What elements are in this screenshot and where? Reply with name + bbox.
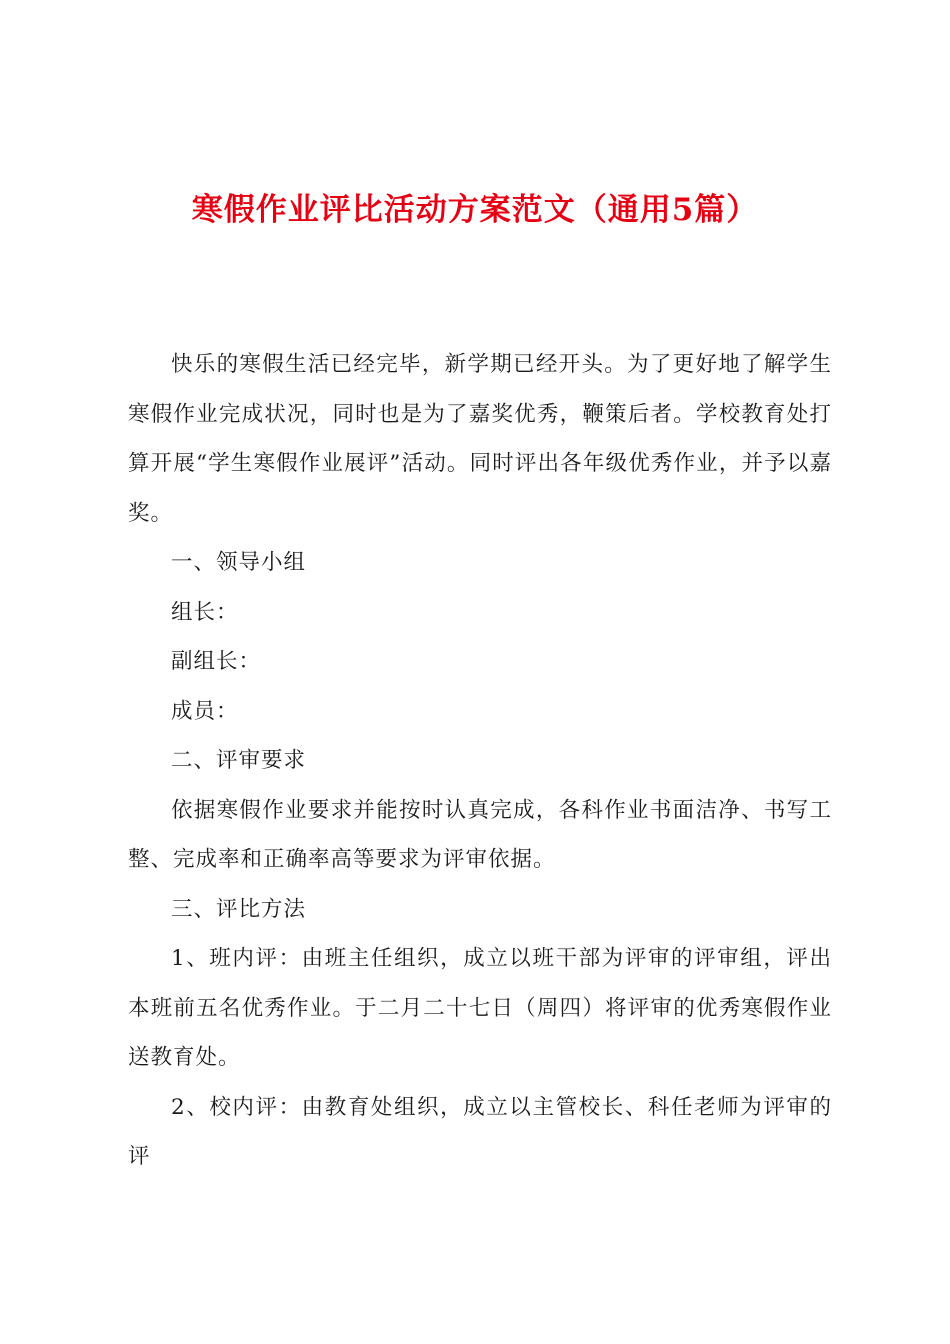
heading-leadership-group: 一、领导小组 [171, 550, 307, 575]
heading-review-requirements: 二、评审要求 [171, 748, 307, 773]
paragraph-school-evaluation: 2、校内评：由教育处组织，成立以主管校长、科任老师为评审的评 [128, 1094, 832, 1169]
field-members: 成员： [171, 698, 239, 724]
document-title: 寒假作业评比活动方案范文（通用5篇） [191, 192, 759, 228]
paragraph-intro: 快乐的寒假生活已经完毕，新学期已经开头。为了更好地了解学生寒假作业完成状况，同时也是为了嘉奖优秀，鞭策后者。学校教育处打算开展“学生寒假作业展评”活动。同时评出各年级优秀作业，并予以嘉奖。 [128, 352, 832, 526]
field-group-leader: 组长： [171, 599, 239, 625]
heading-evaluation-method: 三、评比方法 [171, 896, 307, 922]
field-deputy-leader: 副组长： [171, 649, 262, 674]
document-body [128, 340, 832, 1182]
paragraph-class-evaluation: 1、班内评：由班主任组织，成立以班干部为评审的评审组，评出本班前五名优秀作业。于二月二十七日（周四）将评审的优秀寒假作业送教育处。 [128, 946, 832, 1070]
paragraph-review-requirements: 依据寒假作业要求并能按时认真完成，各科作业书面洁净、书写工整、完成率和正确率高等要求为评审依据。 [128, 797, 832, 872]
